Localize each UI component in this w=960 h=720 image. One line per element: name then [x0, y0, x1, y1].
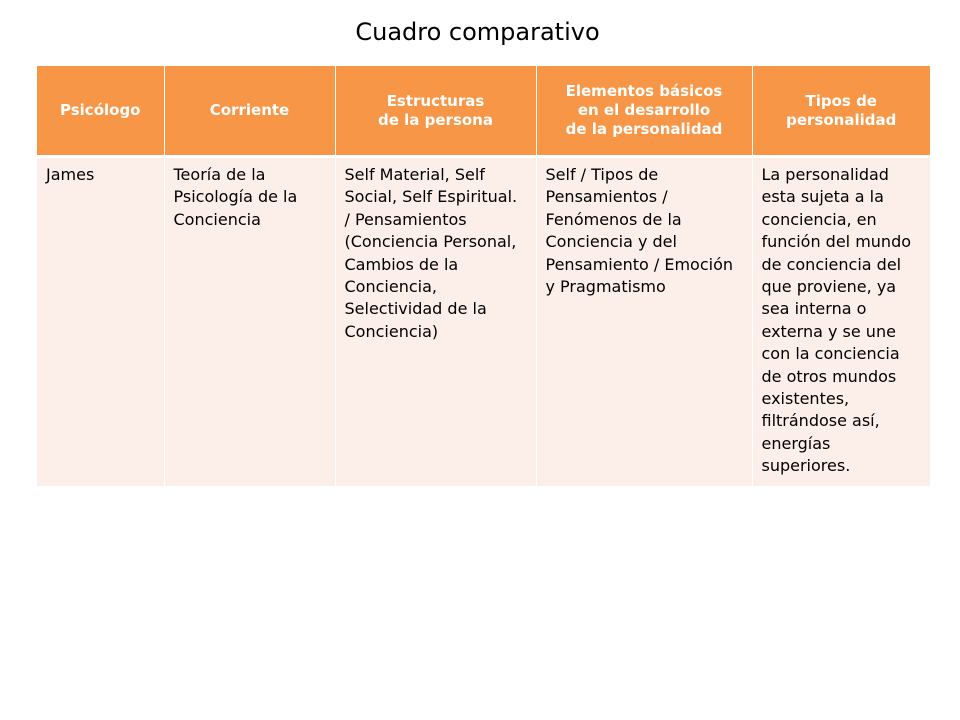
header-estructuras: Estructuras de la persona — [335, 66, 536, 157]
comparison-table — [37, 66, 930, 486]
table-row — [37, 157, 930, 486]
cell-psicologo: James — [37, 157, 164, 486]
cell-elementos: Self / Tipos de Pensamientos / Fenómenos de la Conciencia y del Pensamiento / Emoción y Pragmatismo — [536, 157, 752, 486]
cell-tipos: La personalidad esta sujeta a la conciencia, en función del mundo de conciencia del que proviene, ya sea interna o externa y se une con la conciencia de otros mundos existentes, filtrándose así, energías superiores. — [752, 157, 930, 486]
header-corriente: Corriente — [164, 66, 335, 157]
header-tipos: Tipos de personalidad — [752, 66, 930, 157]
header-elementos: Elementos básicos en el desarrollo de la personalidad — [536, 66, 752, 157]
cell-estructuras: Self Material, Self Social, Self Espiritual. / Pensamientos (Conciencia Personal, Cambios de la Conciencia, Selectividad de la Conciencia) — [335, 157, 536, 486]
header-psicologo: Psicólogo — [37, 66, 164, 157]
cell-corriente: Teoría de la Psicología de la Conciencia — [164, 157, 335, 486]
table-header-row — [37, 66, 930, 157]
page-title: Cuadro comparativo — [355, 18, 600, 46]
